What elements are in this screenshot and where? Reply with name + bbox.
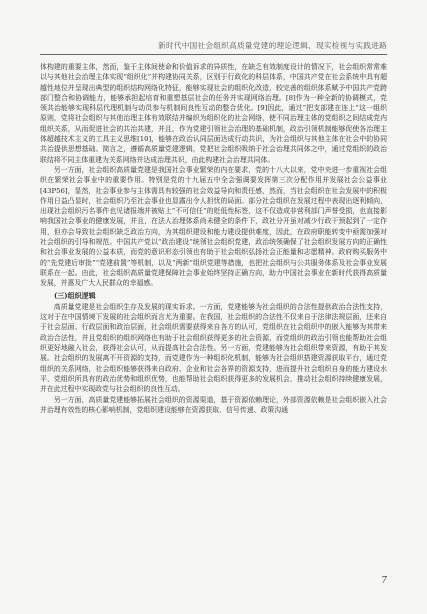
running-header: 新时代中国社会组织高质量党建的理论逻辑、现实检视与实践进路 (158, 41, 387, 50)
page-number: 7 (381, 576, 387, 586)
paragraph: 另一方面，高质量党建能够拓展社会组织的资源渠道，基于资源依赖理论，外部资源依赖是社会组织嵌入社会并治理有效性的核心影响机制，党组织建设能够在资源获取、信号传递、政策沟通 (40, 395, 387, 414)
body-text (40, 62, 387, 415)
section-subheading: (三)组织逻辑 (54, 290, 96, 300)
header-rule (40, 54, 387, 55)
paragraph: 另一方面，社会组织高质量党建是我国社会事业繁荣的内在要求，党的十八大以来，党中央进一步重视社会组织在繁荣社会事业中的重要作用。特别是党的十九届五中全会强调要发挥第三次分配作用并发展社会公益事业[43P56]，显然，社会事业参与主体需具有较强的社会效益导向和责任感，然而，当社会组织在社会发展中的积极作用日益凸显时，社会组织乃至社会事业也显露出令人担忧的局面。部分社会组织在发展过程中表现出逐利倾向，出现社会组织污名事件也见诸报端并被贴上“不可信任”的贬低性标签，这不仅造成非营利部门声誉受损，也直接影响我国社会事业的健康发展，并且，在法人治理体系尚未健全的条件下，政社分开虽对减少行政干预起到了一定作用，但亦会导致社会组织缺乏政治方向，为其组织建设和能力建设提供难度，因此，在政府职能转变中亟需加强对社会组织的引导和规范。中国共产党以“政治建设”统领社会组织党建，政治统领确保了社会组织发展方向的正确性和社会事业发展的公益本质，而党的意识形态引领也有助于社会组织弘扬社会正能量和志愿精神。政府购买服务中的“先党建后审批”“党建前置”等机制，以及“两新”组织党建等措施，也把社会组织与公共服务体系及社会事业发展联系在一起。由此，社会组织高质量党建保障社会事业始终坚持正确方向，助力中国社会事业在新时代获得高质量发展，并惠及广大人民群众的幸福感。 (40, 165, 387, 288)
paragraph: 体构建的重要主体，然而，鉴于主体间使命和价值诉求的异质性，在缺乏有效制度设计的情况下，社会组织常常难以与其他社会治理主体实现“组织化”并构建协同关系，区别于行政化的科层体系，中国共产党在社会系统中具有超越性地位并呈现出典型的组织结构网络化特征，能够实现社会的组织化改造，较完善的组织体系赋予中国共产党跨部门整合和协调能力，能够承担起培育和重塑基层社会的任务并实现网络治理。[8]作为一种全新的协调模式，党领共治能够实现科层代理机制与动员参与机制间良性互动的整合优化。[9]因此，通过“把支部建在连上”这一组织原则，党将社会组织与其他治理主体有效联结并编织为组织化的社会网络，使不同治理主体的党组织之间结成党内组织关系，从而促进社会的共治共建，并且，作为党建引领社会治理的基础机制，政治引领机制能够促使各治理主体超越技术主义的工具主义思维[10]，能够在政治认同层面达成行动共识，为社会组织与其他主体在社会中的协同共治提供思想基础。简言之，遵循高质量党建逻辑，党把社会组织吸纳于社会治理共同体之中，通过党组织的政治联结将不同主体重建为关系网络并达成治理共识，由此构建社会治理共同体。 (40, 63, 387, 164)
paragraph: 高质量党建是社会组织生存及发展的现实诉求。一方面，党建能够为社会组织的合法性提供政治合法性支持，这对于在中国情境下发展的社会组织而言尤为重要。在我国，社会组织的合法性不仅来自于法律法规层面，还来自于社会层面、行政层面和政治层面，社会组织需要获得来自各方的认可，党组织在社会组织中的嵌入能够为其带来政治合法性，并且党组织的组织网络也有助于社会组织获得更多的社会资源，而党组织的政治引领也能帮助社会组织更好地融入社会，获得社会认可，从而提高社会合法性。另一方面，党建能够为社会组织带来资源，有助于其发展。社会组织的发展离不开资源的支持，而党建作为一种组织化机制，能够为社会组织搭建资源获取平台，通过党组织的关系网络，社会组织能够获得来自政府、企业和社会各界的资源支持，进而提升社会组织自身的能力建设水平，党组织所具有的政治优势和组织优势，也能帮助社会组织获得更多的发展机会，推动社会组织持续健康发展，并在此过程中实现政党与社会组织的良性互动。 (40, 302, 387, 394)
